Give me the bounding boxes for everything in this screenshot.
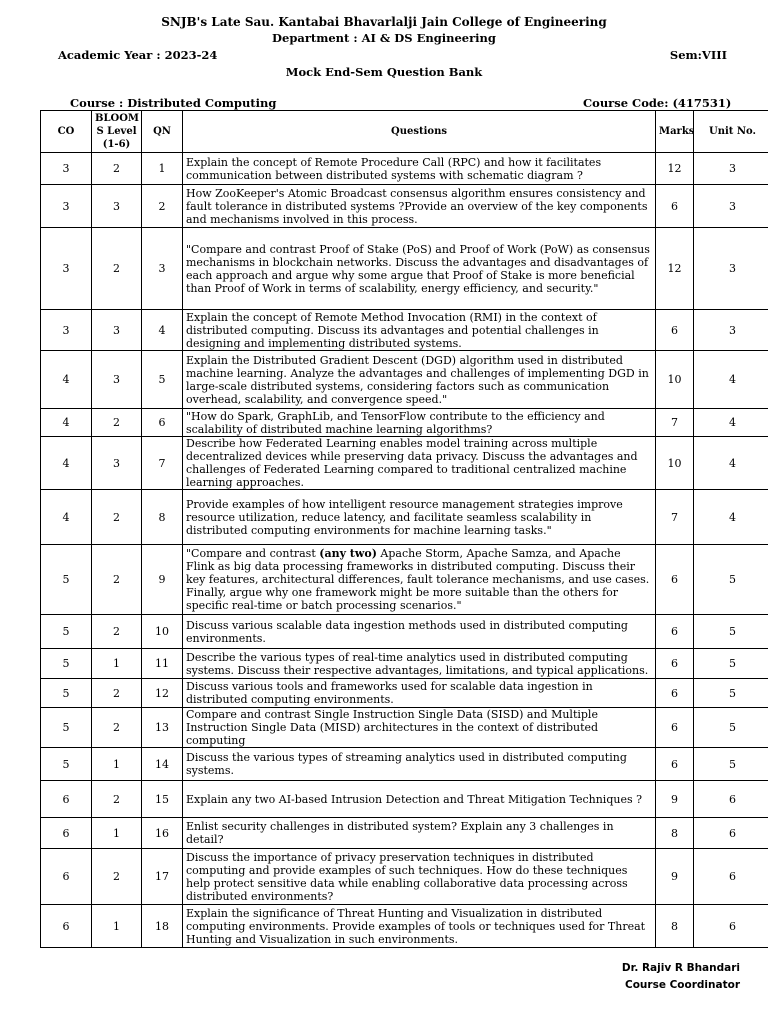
table-row bbox=[41, 905, 768, 948]
cell-unit: 3 bbox=[694, 185, 768, 228]
cell-question-number: 10 bbox=[142, 615, 183, 649]
cell-unit: 4 bbox=[694, 490, 768, 545]
cell-question: "Compare and contrast Proof of Stake (PoS) and Proof of Work (PoW) as consensus mechanisms in blockchain networks. Discuss the advantages and disadvantages of each approach and argue why some argue that Proof of Stake is more beneficial than Proof of Work in terms of scalability, energy efficiency, and security." bbox=[183, 228, 656, 310]
cell-marks: 6 bbox=[656, 679, 694, 708]
table-row bbox=[41, 679, 768, 708]
cell-question-number: 7 bbox=[142, 437, 183, 490]
course-code: Course Code: (417531) bbox=[583, 96, 732, 110]
cell-question: Provide examples of how intelligent resource management strategies improve resource utilization, reduce latency, and facilitate seamless scalability in distributed computing environments for machine learning tasks." bbox=[183, 490, 656, 545]
cell-co: 5 bbox=[41, 545, 92, 615]
cell-co: 3 bbox=[41, 153, 92, 185]
cell-bloom-level: 2 bbox=[92, 708, 142, 748]
cell-bloom-level: 2 bbox=[92, 153, 142, 185]
cell-co: 6 bbox=[41, 781, 92, 818]
question-text: Apache Storm, Apache Samza, and Apache Flink as big data processing frameworks in distributed computing. Discuss their key features, architectural differences, fault tolerance mechanisms, and use cases. Finally, argue why one framework might be more suitable than the others for specific real-time or batch processing scenarios." bbox=[186, 547, 650, 612]
cell-bloom-level: 3 bbox=[92, 437, 142, 490]
cell-marks: 12 bbox=[656, 153, 694, 185]
cell-question-number: 5 bbox=[142, 351, 183, 409]
table-body bbox=[41, 153, 768, 948]
cell-bloom-level: 2 bbox=[92, 679, 142, 708]
table-row bbox=[41, 228, 768, 310]
cell-question: Describe the various types of real-time analytics used in distributed computing systems. Discuss their respective advantages, limitations, and typical applications. bbox=[183, 649, 656, 679]
cell-marks: 6 bbox=[656, 310, 694, 351]
cell-co: 3 bbox=[41, 310, 92, 351]
table-header-row bbox=[41, 111, 768, 153]
cell-question: "How do Spark, GraphLib, and TensorFlow contribute to the efficiency and scalability of distributed machine learning algorithms? bbox=[183, 409, 656, 437]
table-row bbox=[41, 781, 768, 818]
semester: Sem:VIII bbox=[669, 48, 727, 62]
cell-question-number: 8 bbox=[142, 490, 183, 545]
cell-question: Discuss various tools and frameworks used for scalable data ingestion in distributed computing environments. bbox=[183, 679, 656, 708]
cell-marks: 9 bbox=[656, 781, 694, 818]
col-header-questions: Questions bbox=[183, 111, 656, 153]
table-row bbox=[41, 351, 768, 409]
cell-bloom-level: 2 bbox=[92, 849, 142, 905]
cell-unit: 5 bbox=[694, 748, 768, 781]
cell-question: Compare and contrast Single Instruction Single Data (SISD) and Multiple Instruction Single Data (MISD) architectures in the context of distributed computing bbox=[183, 708, 656, 748]
cell-co: 6 bbox=[41, 818, 92, 849]
cell-question-number: 17 bbox=[142, 849, 183, 905]
cell-co: 4 bbox=[41, 490, 92, 545]
cell-bloom-level: 3 bbox=[92, 185, 142, 228]
cell-unit: 5 bbox=[694, 615, 768, 649]
signatory-role: Course Coordinator bbox=[625, 979, 740, 991]
cell-unit: 5 bbox=[694, 545, 768, 615]
cell-question: Explain the Distributed Gradient Descent (DGD) algorithm used in distributed machine learning. Analyze the advantages and challenges of implementing DGD in large-scale distributed systems, considering factors such as communication overhead, scalability, and convergence speed." bbox=[183, 351, 656, 409]
cell-question-number: 18 bbox=[142, 905, 183, 948]
cell-question: Explain the significance of Threat Hunting and Visualization in distributed computing environments. Provide examples of tools or techniques used for Threat Hunting and Visualization in such environments. bbox=[183, 905, 656, 948]
institute-name: SNJB's Late Sau. Kantabai Bhavarlalji Jain College of Engineering bbox=[161, 15, 607, 29]
cell-question: Discuss the importance of privacy preservation techniques in distributed computing and provide examples of such techniques. How do these techniques help protect sensitive data while enabling collaborative data processing across distributed environments? bbox=[183, 849, 656, 905]
cell-bloom-level: 3 bbox=[92, 310, 142, 351]
cell-unit: 6 bbox=[694, 849, 768, 905]
cell-co: 5 bbox=[41, 649, 92, 679]
cell-question: Explain any two AI-based Intrusion Detection and Threat Mitigation Techniques ? bbox=[183, 781, 656, 818]
cell-bloom-level: 3 bbox=[92, 351, 142, 409]
cell-question bbox=[183, 545, 656, 615]
cell-unit: 5 bbox=[694, 649, 768, 679]
table-row bbox=[41, 615, 768, 649]
cell-bloom-level: 2 bbox=[92, 781, 142, 818]
table-row bbox=[41, 437, 768, 490]
cell-bloom-level: 2 bbox=[92, 490, 142, 545]
cell-unit: 3 bbox=[694, 153, 768, 185]
cell-unit: 4 bbox=[694, 351, 768, 409]
cell-unit: 4 bbox=[694, 437, 768, 490]
table-row bbox=[41, 185, 768, 228]
table-row bbox=[41, 649, 768, 679]
cell-co: 4 bbox=[41, 351, 92, 409]
cell-question-number: 6 bbox=[142, 409, 183, 437]
table-row bbox=[41, 708, 768, 748]
question-bank-table bbox=[40, 110, 768, 948]
cell-question-number: 12 bbox=[142, 679, 183, 708]
cell-question: Discuss the various types of streaming analytics used in distributed computing systems. bbox=[183, 748, 656, 781]
cell-bloom-level: 2 bbox=[92, 545, 142, 615]
cell-marks: 6 bbox=[656, 615, 694, 649]
cell-co: 5 bbox=[41, 679, 92, 708]
cell-unit: 5 bbox=[694, 679, 768, 708]
cell-unit: 3 bbox=[694, 228, 768, 310]
cell-question: Discuss various scalable data ingestion methods used in distributed computing environments. bbox=[183, 615, 656, 649]
document-title: Mock End-Sem Question Bank bbox=[285, 65, 483, 79]
cell-co: 5 bbox=[41, 615, 92, 649]
cell-question-number: 2 bbox=[142, 185, 183, 228]
cell-question-number: 11 bbox=[142, 649, 183, 679]
table-row bbox=[41, 310, 768, 351]
cell-bloom-level: 1 bbox=[92, 649, 142, 679]
col-header-bloom: BLOOM S Level (1-6) bbox=[92, 111, 142, 153]
cell-co: 3 bbox=[41, 228, 92, 310]
cell-question: How ZooKeeper's Atomic Broadcast consensus algorithm ensures consistency and fault tolerance in distributed systems ?Provide an overview of the key components and mechanisms involved in this process. bbox=[183, 185, 656, 228]
cell-co: 3 bbox=[41, 185, 92, 228]
cell-question-number: 9 bbox=[142, 545, 183, 615]
department-name: Department : AI & DS Engineering bbox=[272, 31, 496, 45]
cell-marks: 6 bbox=[656, 545, 694, 615]
cell-question-number: 1 bbox=[142, 153, 183, 185]
cell-question-number: 16 bbox=[142, 818, 183, 849]
cell-bloom-level: 2 bbox=[92, 615, 142, 649]
cell-co: 4 bbox=[41, 409, 92, 437]
table-row bbox=[41, 849, 768, 905]
cell-question-number: 14 bbox=[142, 748, 183, 781]
cell-marks: 6 bbox=[656, 748, 694, 781]
cell-bloom-level: 1 bbox=[92, 818, 142, 849]
table-row bbox=[41, 153, 768, 185]
cell-marks: 10 bbox=[656, 351, 694, 409]
cell-question: Explain the concept of Remote Method Invocation (RMI) in the context of distributed computing. Discuss its advantages and potential challenges in designing and implementing distributed systems. bbox=[183, 310, 656, 351]
cell-marks: 9 bbox=[656, 849, 694, 905]
cell-question-number: 3 bbox=[142, 228, 183, 310]
col-header-co: CO bbox=[41, 111, 92, 153]
cell-unit: 4 bbox=[694, 409, 768, 437]
col-header-qn: QN bbox=[142, 111, 183, 153]
cell-marks: 8 bbox=[656, 818, 694, 849]
signatory-name: Dr. Rajiv R Bhandari bbox=[621, 962, 740, 974]
question-text: "Compare and contrast bbox=[186, 547, 320, 560]
cell-co: 5 bbox=[41, 708, 92, 748]
col-header-unit: Unit No. bbox=[694, 111, 768, 153]
cell-marks: 7 bbox=[656, 490, 694, 545]
question-emphasis: (any two) bbox=[319, 547, 377, 560]
cell-question: Describe how Federated Learning enables model training across multiple decentralized devices while preserving data privacy. Discuss the advantages and challenges of Federated Learning compared to traditional centralized machine learning approaches. bbox=[183, 437, 656, 490]
table-row bbox=[41, 545, 768, 615]
cell-co: 5 bbox=[41, 748, 92, 781]
table-row bbox=[41, 490, 768, 545]
table-row bbox=[41, 748, 768, 781]
cell-question-number: 15 bbox=[142, 781, 183, 818]
table-row bbox=[41, 818, 768, 849]
cell-question-number: 13 bbox=[142, 708, 183, 748]
cell-bloom-level: 2 bbox=[92, 409, 142, 437]
cell-bloom-level: 1 bbox=[92, 748, 142, 781]
col-header-marks: Marks bbox=[656, 111, 694, 153]
cell-marks: 7 bbox=[656, 409, 694, 437]
cell-unit: 6 bbox=[694, 818, 768, 849]
cell-unit: 6 bbox=[694, 781, 768, 818]
cell-unit: 6 bbox=[694, 905, 768, 948]
cell-marks: 8 bbox=[656, 905, 694, 948]
cell-co: 6 bbox=[41, 905, 92, 948]
cell-co: 4 bbox=[41, 437, 92, 490]
cell-question: Explain the concept of Remote Procedure Call (RPC) and how it facilitates communication between distributed systems with schematic diagram ? bbox=[183, 153, 656, 185]
cell-bloom-level: 2 bbox=[92, 228, 142, 310]
cell-question-number: 4 bbox=[142, 310, 183, 351]
course-name: Course : Distributed Computing bbox=[70, 96, 277, 110]
cell-marks: 6 bbox=[656, 649, 694, 679]
cell-marks: 6 bbox=[656, 708, 694, 748]
cell-question: Enlist security challenges in distributed system? Explain any 3 challenges in detail? bbox=[183, 818, 656, 849]
cell-co: 6 bbox=[41, 849, 92, 905]
cell-marks: 12 bbox=[656, 228, 694, 310]
cell-bloom-level: 1 bbox=[92, 905, 142, 948]
cell-marks: 6 bbox=[656, 185, 694, 228]
cell-unit: 5 bbox=[694, 708, 768, 748]
cell-marks: 10 bbox=[656, 437, 694, 490]
cell-unit: 3 bbox=[694, 310, 768, 351]
academic-year: Academic Year : 2023-24 bbox=[58, 48, 218, 62]
table-row bbox=[41, 409, 768, 437]
